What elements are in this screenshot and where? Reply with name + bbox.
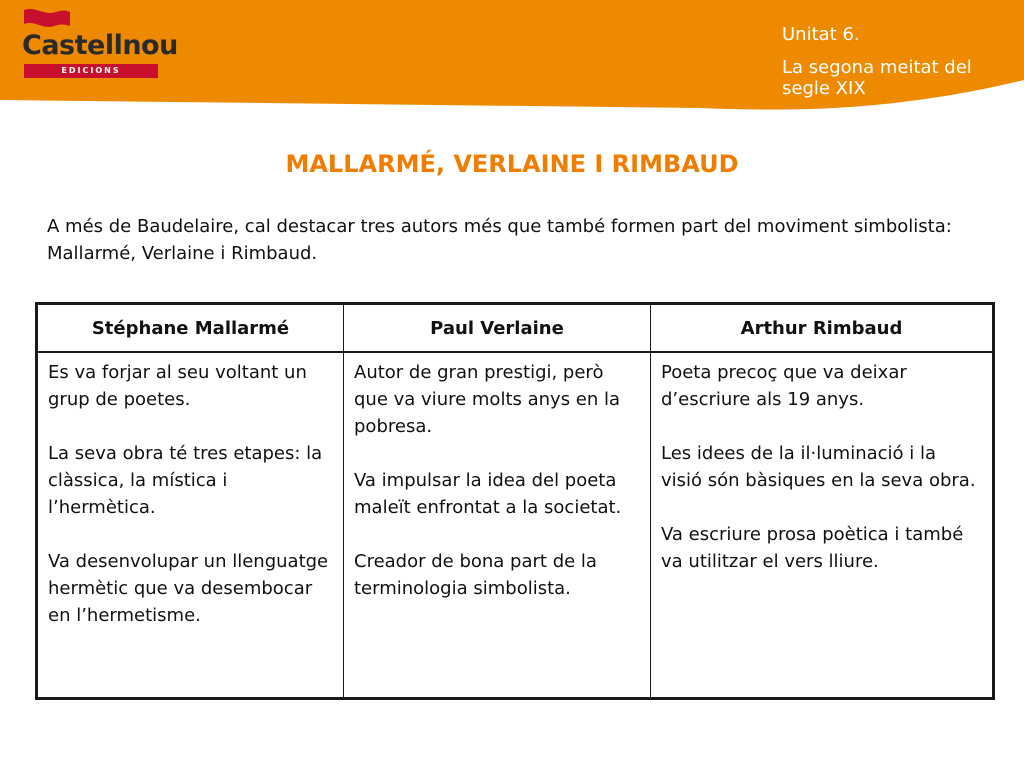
authors-table bbox=[35, 302, 995, 700]
rimbaud-point: Poeta precoç que va deixar d’escriure als 19 anys. bbox=[661, 362, 907, 410]
intro-paragraph: A més de Baudelaire, cal destacar tres autors més que també formen part del moviment simbolista: Mallarmé, Verlaine i Rimbaud. bbox=[47, 216, 952, 264]
page-title: MALLARMÉ, VERLAINE I RIMBAUD bbox=[285, 150, 739, 178]
logo-wordmark: Castellnou bbox=[22, 30, 178, 61]
header-mallarme: Stéphane Mallarmé bbox=[37, 304, 344, 353]
mallarme-point: Va desenvolupar un llenguatge hermètic que va desembocar en l’hermetisme. bbox=[48, 551, 329, 626]
verlaine-point: Va impulsar la idea del poeta maleït enfrontat a la societat. bbox=[354, 470, 622, 518]
table-row bbox=[37, 352, 994, 699]
unit-title: La segona meitat del segle XIX bbox=[782, 57, 972, 99]
cell-mallarme bbox=[37, 352, 344, 699]
header-banner bbox=[0, 0, 1024, 120]
mallarme-point: La seva obra té tres etapes: la clàssica, la mística i l’hermètica. bbox=[48, 443, 323, 518]
rimbaud-point: Va escriure prosa poètica i també va utilitzar el vers lliure. bbox=[661, 524, 964, 572]
logo-subtitle: EDICIONS bbox=[24, 64, 158, 78]
mallarme-point: Es va forjar al seu voltant un grup de poetes. bbox=[48, 362, 307, 410]
header-verlaine: Paul Verlaine bbox=[344, 304, 651, 353]
verlaine-point: Autor de gran prestigi, però que va viure molts anys en la pobresa. bbox=[354, 362, 621, 437]
publisher-logo bbox=[22, 8, 178, 78]
table-header-row bbox=[37, 304, 994, 353]
cell-verlaine bbox=[344, 352, 651, 699]
unit-number: Unitat 6. bbox=[782, 24, 860, 45]
verlaine-point: Creador de bona part de la terminologia simbolista. bbox=[354, 551, 597, 599]
unit-info bbox=[782, 24, 1017, 99]
header-rimbaud: Arthur Rimbaud bbox=[651, 304, 994, 353]
cell-rimbaud bbox=[651, 352, 994, 699]
rimbaud-point: Les idees de la il·luminació i la visió són bàsiques en la seva obra. bbox=[661, 443, 976, 491]
